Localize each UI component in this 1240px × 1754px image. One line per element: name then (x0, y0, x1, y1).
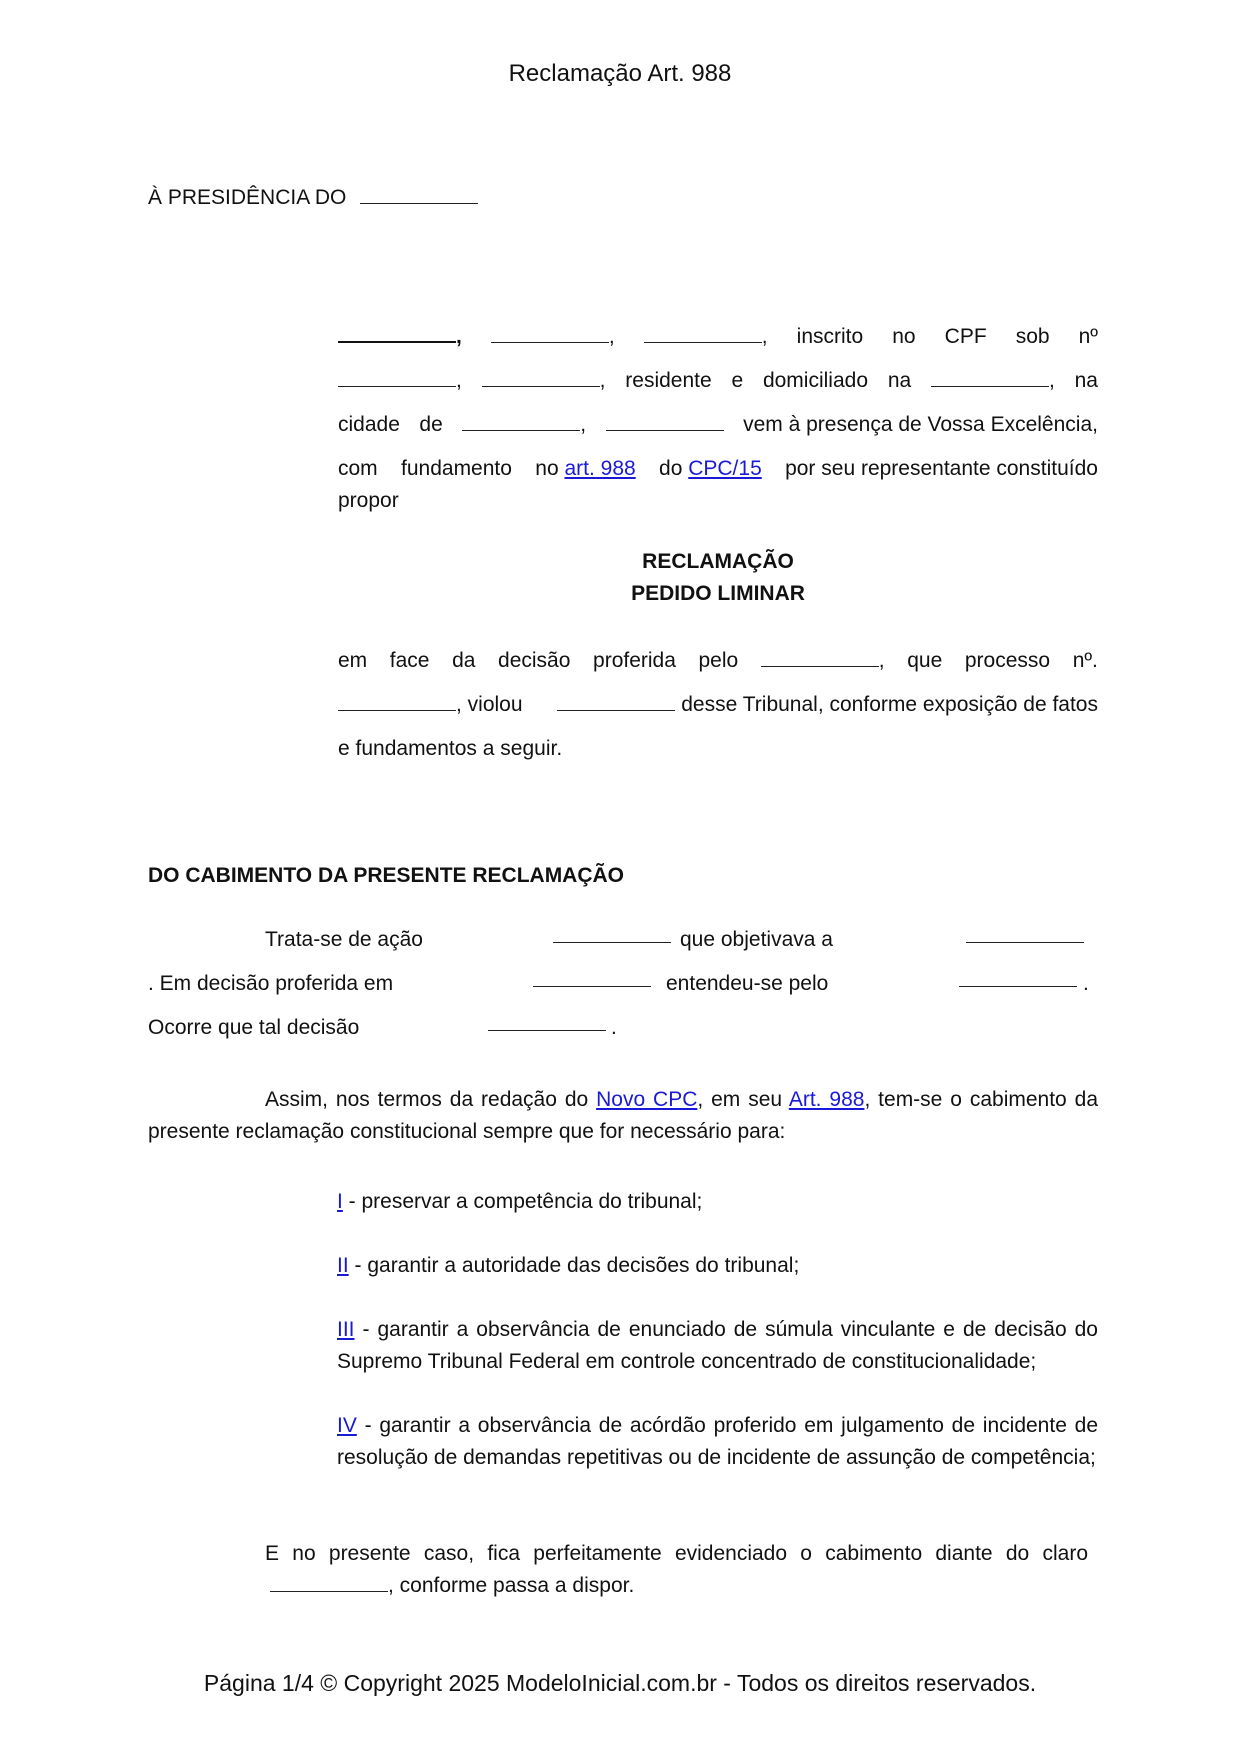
item-number-link[interactable]: III (337, 1318, 355, 1341)
list-item: IV - garantir a observância de acórdão proferido em julgamento de incidente de resolução de demandas repetitivas ou de incidente de assunção de competência; (337, 1414, 1098, 1469)
item-number-link[interactable]: II (337, 1254, 349, 1277)
item-number-link[interactable]: I (337, 1190, 343, 1213)
blank-field (488, 1016, 606, 1031)
blank-field (966, 928, 1084, 943)
link-art-988-b[interactable]: Art. 988 (788, 1088, 865, 1111)
blank-field (761, 652, 879, 667)
list-item: II - garantir a autoridade das decisões do tribunal; (337, 1254, 800, 1277)
blank-field (338, 696, 456, 711)
intro-line-4: com fundamento no art. 988 do CPC/15 por seu representante constituído (338, 457, 1098, 480)
intro-paragraph (338, 322, 1098, 516)
blank-field (557, 696, 675, 711)
blank-field (491, 328, 609, 343)
blank-field (338, 327, 456, 343)
blank-field (606, 416, 724, 431)
assim-paragraph: Assim, nos termos da redação do Novo CPC, em seu Art. 988, tem-se o cabimento da presente reclamação constitucional sempre que for necessário para: (148, 1088, 1099, 1143)
blank-field (644, 328, 762, 343)
document-title: RECLAMAÇÃO PEDIDO LIMINAR (631, 550, 805, 605)
blank-field (482, 372, 600, 387)
item-number-link[interactable]: IV (337, 1414, 357, 1437)
blank-field (270, 1577, 388, 1592)
page-title: Reclamação Art. 988 (508, 60, 732, 87)
link-cpc-15[interactable]: CPC/15 (688, 457, 762, 480)
blank-field (462, 416, 580, 431)
link-art-988[interactable]: art. 988 (564, 457, 636, 480)
link-novo-cpc[interactable]: Novo CPC (596, 1088, 698, 1111)
blank-field (553, 928, 671, 943)
list-item: III - garantir a observância de enunciado de súmula vinculante e de decisão do Supremo Tribunal Federal em controle concentrado de constitucionalidade; (337, 1318, 1098, 1373)
cabimento-line-3: Ocorre que tal decisão . (148, 1016, 617, 1039)
closing-line-1: E no presente caso, fica perfeitamente evidenciado o cabimento diante do claro (265, 1542, 1088, 1565)
closing-line-2: , conforme passa a dispor. (270, 1570, 1093, 1602)
face-line-1: em face da decisão proferida pelo , que processo nº. (338, 649, 1098, 672)
addressee-line (148, 186, 478, 210)
face-line-3: e fundamentos a seguir. (338, 737, 563, 760)
page-footer: Página 1/4 © Copyright 2025 ModeloInicial.com.br - Todos os direitos reservados. (203, 1670, 1037, 1696)
blank-field (360, 189, 478, 204)
intro-line-5: propor (338, 489, 399, 512)
blank-field (931, 372, 1049, 387)
intro-line-2: , , residente e domiciliado na , na (338, 366, 1098, 410)
cabimento-line-1: Trata-se de ação que objetivava a (148, 928, 1098, 958)
blank-field (959, 972, 1077, 987)
face-line-2: , violou desse Tribunal, conforme exposição de fatos (338, 690, 1098, 734)
blank-field (533, 972, 651, 987)
intro-line-3: cidade de , vem à presença de Vossa Excelência, (338, 413, 1098, 436)
cabimento-line-2: . Em decisão proferida em entendeu-se pelo . (148, 972, 1089, 995)
section-heading: DO CABIMENTO DA PRESENTE RECLAMAÇÃO (148, 864, 625, 887)
face-paragraph (338, 646, 1098, 764)
addressee-text: À PRESIDÊNCIA DO (148, 186, 347, 209)
intro-line-1: , , , inscrito no CPF sob nº (338, 322, 1098, 366)
blank-field (338, 372, 456, 387)
list-item: I - preservar a competência do tribunal; (337, 1190, 703, 1213)
